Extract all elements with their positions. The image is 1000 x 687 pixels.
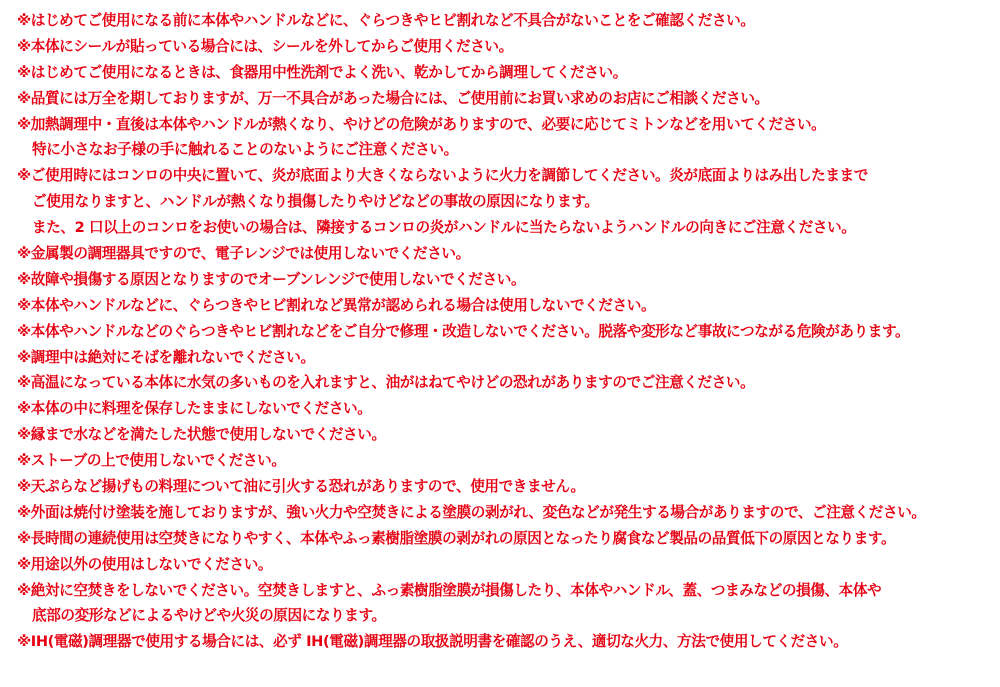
notice-line-abnormality: ※本体やハンドルなどに、ぐらつきやヒビ割れなど異常が認められる場合は使用しないでください。	[17, 296, 656, 314]
notice-line-hot-handle: ※加熱調理中・直後は本体やハンドルが熱くなり、やけどの危険がありますので、必要に応じてミトンなどを用いてください。	[17, 115, 826, 133]
notice-line-no-stove-use: ※ストーブの上で使用しないでください。	[17, 452, 286, 470]
notice-line-wash-before-use: ※はじめてご使用になるときは、食器用中性洗剤でよく洗い、乾かしてから調理してください。	[17, 63, 627, 81]
notice-line-no-storage: ※本体の中に料理を保存したままにしないでください。	[17, 400, 372, 418]
notice-line-flame-center: ※ご使用時にはコンロの中央に置いて、炎が底面より大きくならないように火力を調節してください。炎が底面よりはみ出したままで	[17, 167, 868, 185]
notice-line-quality-defect: ※品質には万全を期しておりますが、万一不具合があった場合には、ご使用前にお買い求めのお店にご相談ください。	[17, 89, 769, 107]
notice-line-no-deep-frying: ※天ぷらなど揚げもの料理について油に引火する恐れがありますので、使用できません。	[17, 478, 585, 496]
notice-line-continuous-use: ※長時間の連続使用は空焚きになりやすく、本体やふっ素樹脂塗膜の剥がれの原因となったり腐食など製品の品質低下の原因となります。	[17, 529, 896, 547]
notice-line-coating-peel: ※外面は焼付け塗装を施しておりますが、強い火力や空焚きによる塗膜の剥がれ、変色などが発生する場合がありますので、ご注意ください。	[17, 503, 926, 521]
notice-line-not-filled-to-rim: ※縁まで水などを満たした状態で使用しないでください。	[17, 426, 386, 444]
notice-line-flame-center-cont: ご使用なりますと、ハンドルが熱くなり損傷したりやけどなどの事故の原因になります。	[32, 193, 599, 211]
notice-line-adjacent-burner: また、2 口以上のコンロをお使いの場合は、隣接するコンロの炎がハンドルに当たらないようハンドルの向きにご注意ください。	[32, 219, 856, 237]
notice-line-no-empty-heating-cont: 底部の変形などによるやけどや火災の原因になります。	[32, 607, 386, 625]
notice-line-no-microwave: ※金属製の調理器具ですので、電子レンジでは使用しないでください。	[17, 245, 470, 263]
notice-line-no-self-repair: ※本体やハンドルなどのぐらつきやヒビ割れなどをご自分で修理・改造しないでください。脱落や変形など事故につながる危険があります。	[17, 322, 910, 340]
notice-line-stay-nearby: ※調理中は絶対にそばを離れないでください。	[17, 348, 315, 366]
notice-line-ih-cooker: ※IH(電磁)調理器で使用する場合には、必ず IH(電磁)調理器の取扱説明書を確認のうえ、適切な火力、方法で使用してください。	[17, 633, 848, 651]
notice-line-oil-splash: ※高温になっている本体に水気の多いものを入れますと、油がはねてやけどの恐れがありますのでご注意ください。	[17, 374, 755, 392]
notice-line-hot-handle-children: 特に小さなお子様の手に触れることのないようにご注意ください。	[32, 141, 458, 159]
notice-line-first-use-check: ※はじめてご使用になる前に本体やハンドルなどに、ぐらつきやヒビ割れなど不具合がないことをご確認ください。	[17, 12, 755, 29]
caution-notice-list	[17, 8, 997, 655]
notice-line-no-oven-range: ※故障や損傷する原因となりますのでオーブンレンジで使用しないでください。	[17, 270, 526, 288]
notice-line-remove-sticker: ※本体にシールが貼っている場合には、シールを外してからご使用ください。	[17, 37, 513, 55]
notice-line-no-empty-heating: ※絶対に空焚きをしないでください。空焚きしますと、ふっ素樹脂塗膜が損傷したり、本体やハンドル、蓋、つまみなどの損傷、本体や	[17, 581, 882, 599]
notice-line-intended-use-only: ※用途以外の使用はしないでください。	[17, 555, 273, 573]
